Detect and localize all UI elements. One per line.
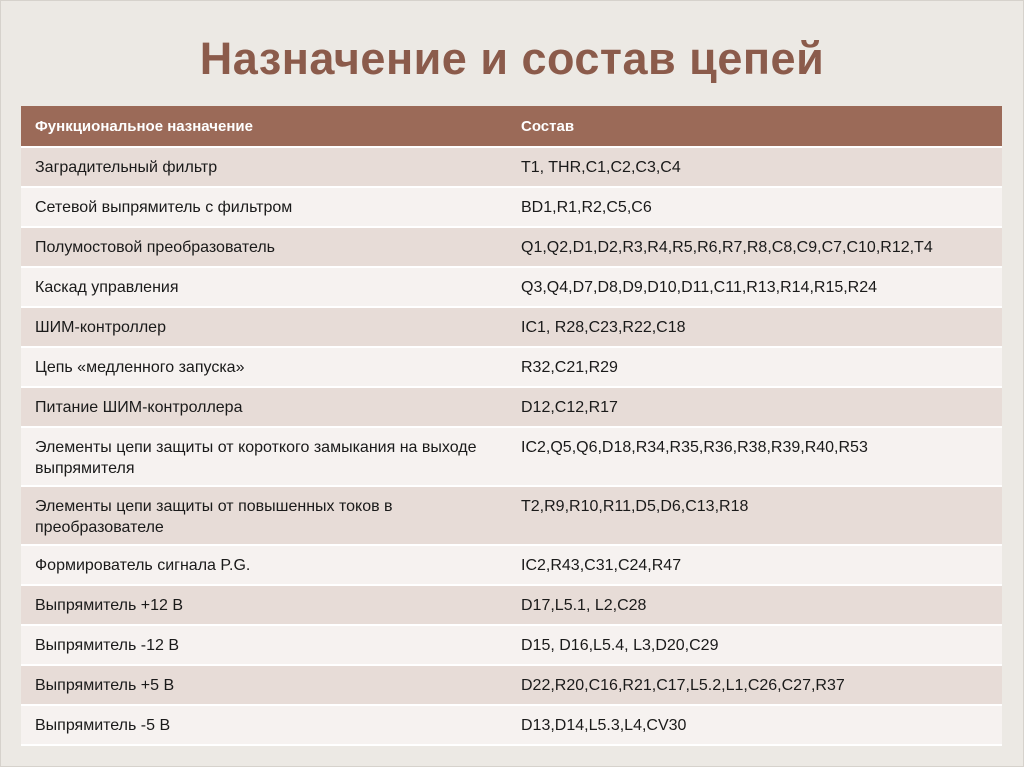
table-row [21,347,1002,387]
cell-purpose: ШИМ-контроллер [21,307,507,347]
table-row [21,427,1002,486]
table-row [21,665,1002,705]
cell-composition: Q1,Q2,D1,D2,R3,R4,R5,R6,R7,R8,C8,C9,C7,C10,R12,T4 [507,227,1002,267]
table-row [21,147,1002,187]
table-row [21,187,1002,227]
cell-composition: D13,D14,L5.3,L4,CV30 [507,705,1002,745]
cell-composition: D12,C12,R17 [507,387,1002,427]
cell-composition: T2,R9,R10,R11,D5,D6,C13,R18 [507,486,1002,545]
table-row [21,227,1002,267]
slide-title: Назначение и состав цепей [199,33,825,84]
cell-purpose: Заградительный фильтр [21,147,507,187]
cell-composition: D22,R20,C16,R21,C17,L5.2,L1,C26,C27,R37 [507,665,1002,705]
column-header-composition: Состав [507,106,1002,147]
cell-composition: IC2,R43,C31,C24,R47 [507,545,1002,585]
cell-composition: Q3,Q4,D7,D8,D9,D10,D11,C11,R13,R14,R15,R24 [507,267,1002,307]
cell-composition: BD1,R1,R2,C5,C6 [507,187,1002,227]
column-header-purpose: Функциональное назначение [21,106,507,147]
table-row [21,307,1002,347]
table-header-row [21,106,1002,147]
cell-purpose: Каскад управления [21,267,507,307]
cell-purpose: Выпрямитель +12 В [21,585,507,625]
cell-purpose: Питание ШИМ-контроллера [21,387,507,427]
table-row [21,545,1002,585]
cell-composition: IC2,Q5,Q6,D18,R34,R35,R36,R38,R39,R40,R53 [507,427,1002,486]
table-row [21,486,1002,545]
table-row [21,387,1002,427]
cell-composition: R32,C21,R29 [507,347,1002,387]
cell-composition: D15, D16,L5.4, L3,D20,C29 [507,625,1002,665]
circuits-table [21,106,1002,746]
table-header [21,106,1002,147]
cell-purpose: Элементы цепи защиты от короткого замыкания на выходе выпрямителя [21,427,507,486]
table-row [21,705,1002,745]
cell-composition: IC1, R28,C23,R22,C18 [507,307,1002,347]
table-body [21,147,1002,745]
table-row [21,585,1002,625]
cell-purpose: Сетевой выпрямитель с фильтром [21,187,507,227]
cell-composition: T1, THR,C1,C2,C3,C4 [507,147,1002,187]
cell-composition: D17,L5.1, L2,C28 [507,585,1002,625]
table-row [21,267,1002,307]
cell-purpose: Формирователь сигнала P.G. [21,545,507,585]
cell-purpose: Цепь «медленного запуска» [21,347,507,387]
cell-purpose: Выпрямитель -12 В [21,625,507,665]
cell-purpose: Выпрямитель -5 В [21,705,507,745]
cell-purpose: Выпрямитель +5 В [21,665,507,705]
table-row [21,625,1002,665]
cell-purpose: Элементы цепи защиты от повышенных токов в преобразователе [21,486,507,545]
cell-purpose: Полумостовой преобразователь [21,227,507,267]
